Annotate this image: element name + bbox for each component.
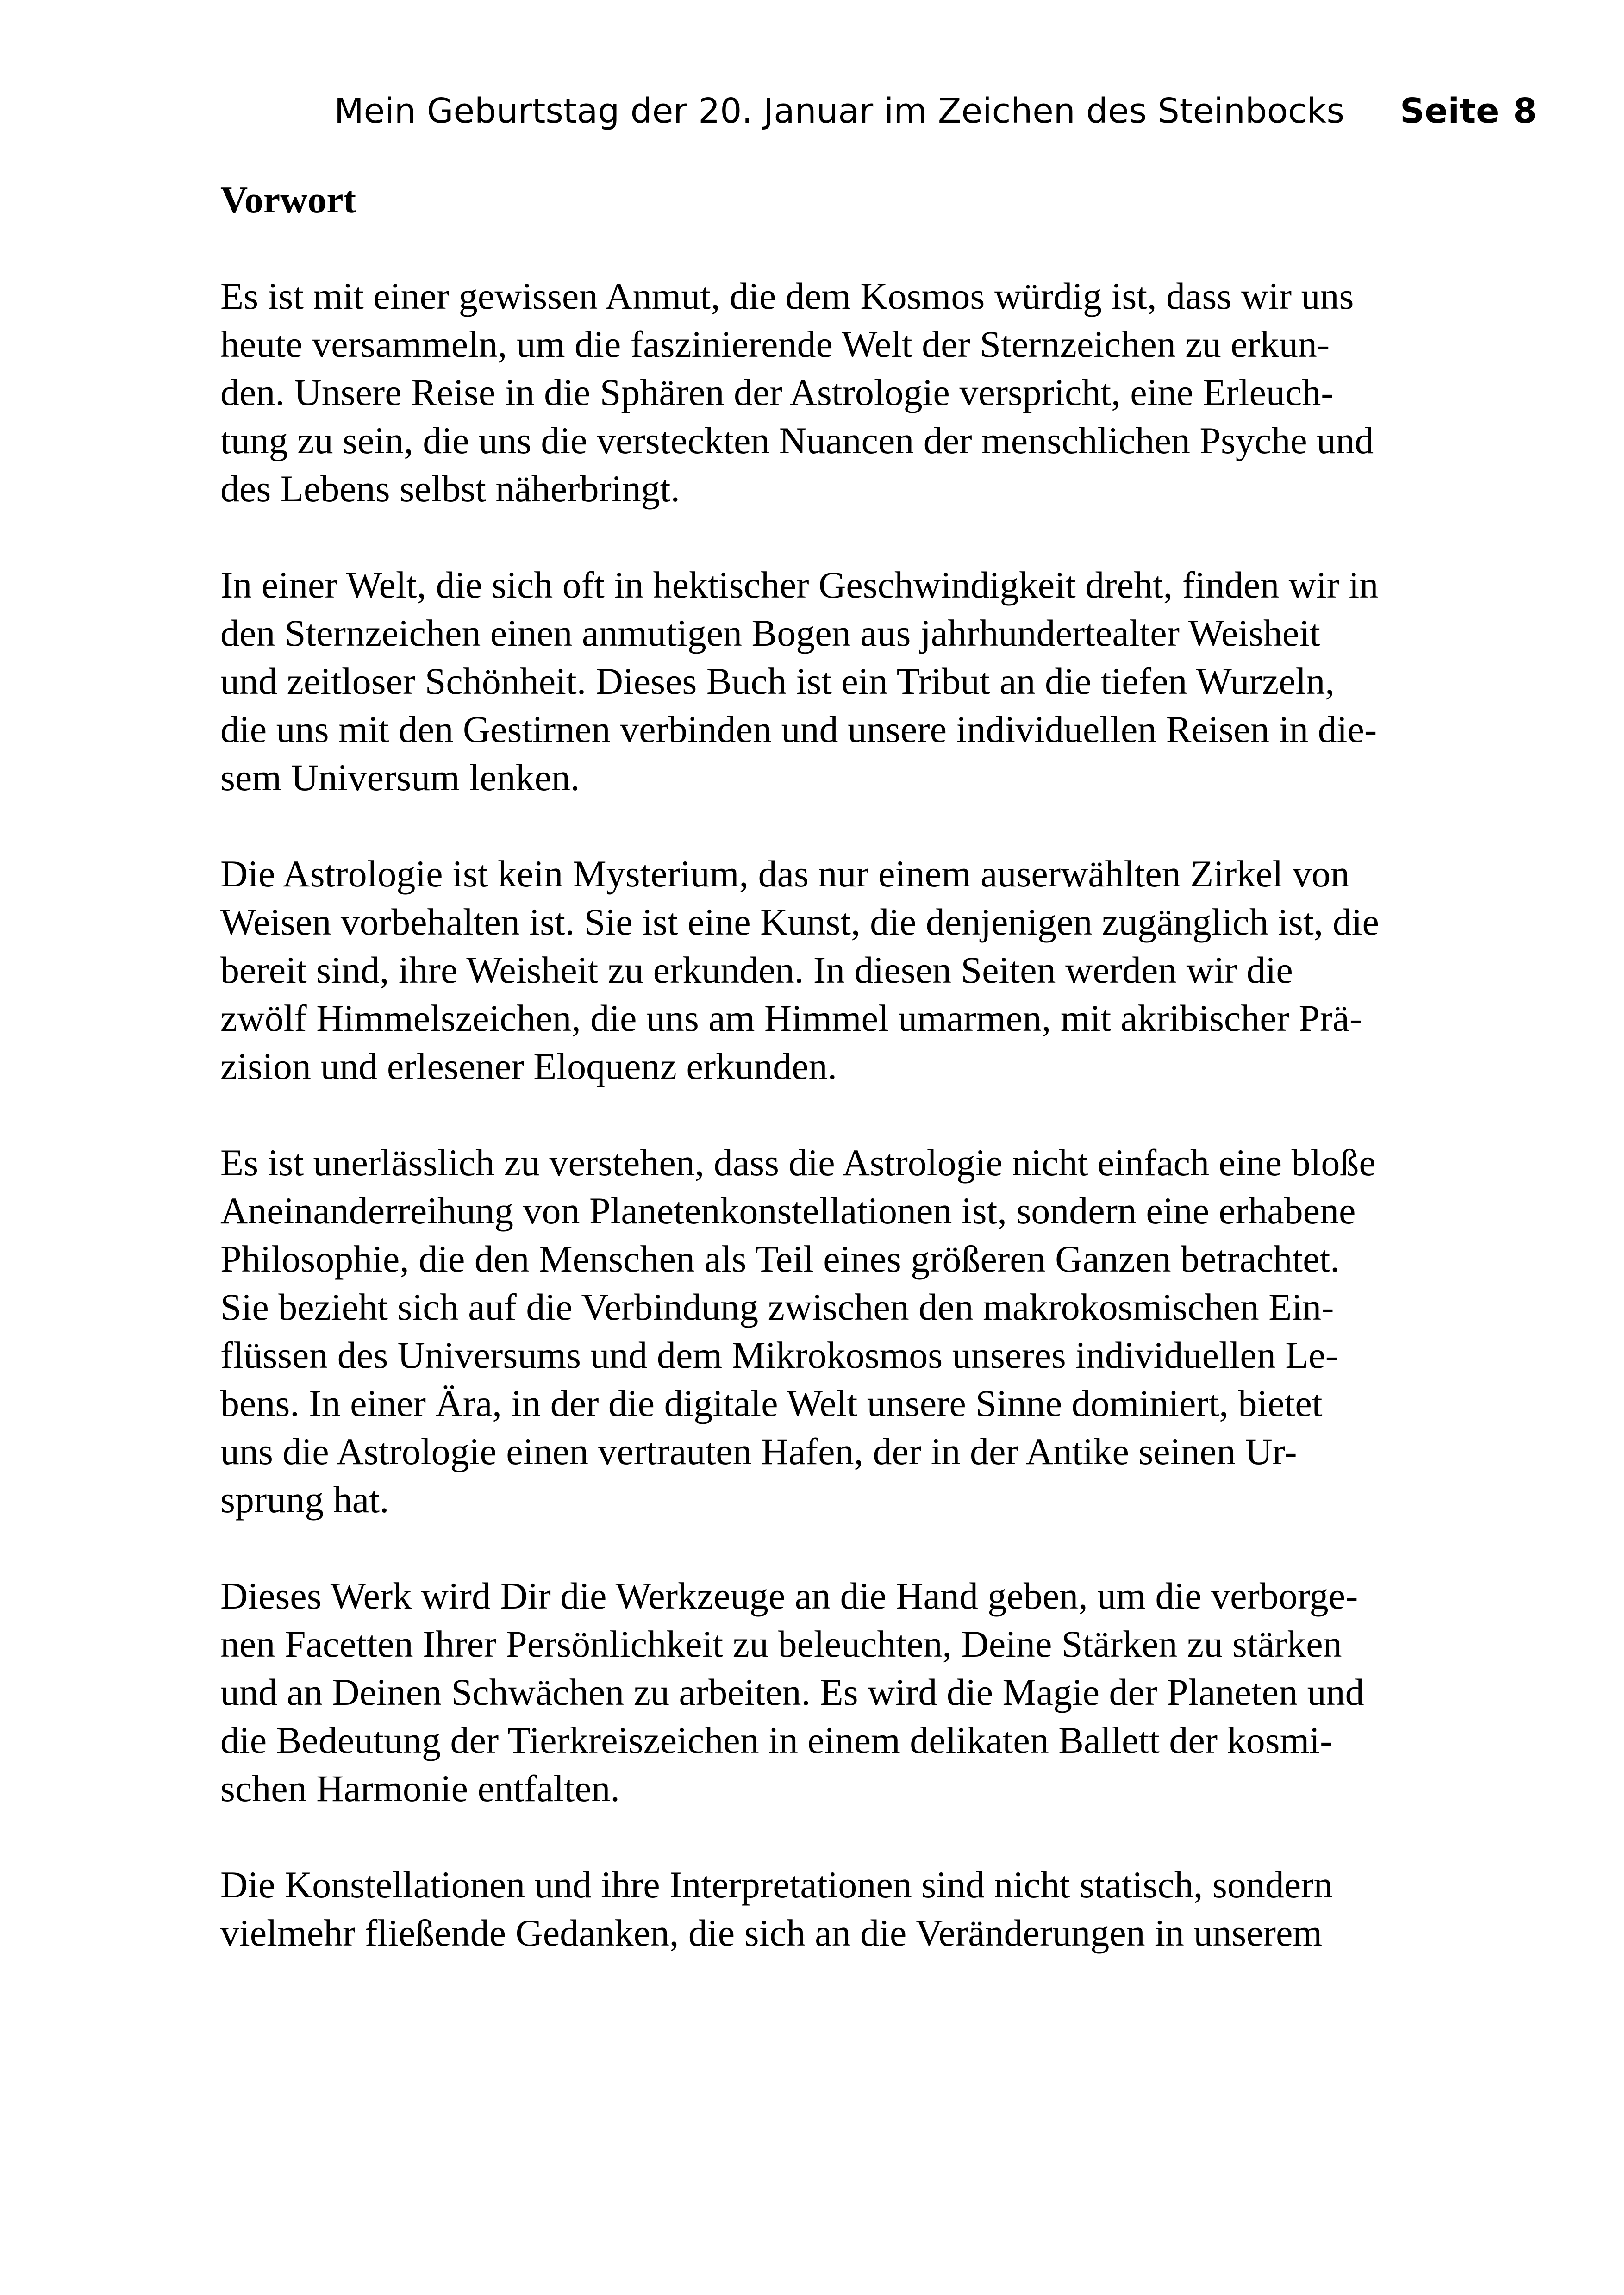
text-line: zwölf Himmelszeichen, die uns am Himmel umarmen, mit akribischer Prä-	[220, 997, 1362, 1039]
page-number: 8	[1513, 91, 1537, 131]
paragraph	[220, 272, 1544, 513]
text-line: sprung hat.	[220, 1478, 389, 1521]
page-content	[220, 176, 1544, 2005]
page-label: Seite	[1400, 91, 1499, 131]
text-line: sem Universum lenken.	[220, 756, 580, 798]
text-line: den Sternzeichen einen anmutigen Bogen aus jahrhundertealter Weisheit	[220, 612, 1320, 654]
text-line: des Lebens selbst näherbringt.	[220, 468, 680, 510]
text-line: flüssen des Universums und dem Mikrokosmos unseres individuellen Le-	[220, 1334, 1338, 1376]
text-line: heute versammeln, um die faszinierende Welt der Sternzeichen zu erkun-	[220, 323, 1330, 365]
text-line: und an Deinen Schwächen zu arbeiten. Es wird die Magie der Planeten und	[220, 1671, 1364, 1713]
paragraph	[220, 561, 1544, 802]
text-line: Dieses Werk wird Dir die Werkzeuge an die Hand geben, um die verborge-	[220, 1575, 1358, 1617]
text-line: uns die Astrologie einen vertrauten Hafen, der in der Antike seinen Ur-	[220, 1430, 1297, 1472]
text-line: zision und erlesener Eloquenz erkunden.	[220, 1045, 837, 1087]
running-header	[324, 83, 1537, 139]
text-line: Weisen vorbehalten ist. Sie ist eine Kunst, die denjenigen zugänglich ist, die	[220, 901, 1379, 943]
paragraph	[220, 1572, 1544, 1813]
paragraph	[220, 1861, 1544, 1957]
text-line: den. Unsere Reise in die Sphären der Astrologie verspricht, eine Erleuch-	[220, 371, 1334, 413]
text-line: vielmehr fließende Gedanken, die sich an die Veränderungen in unserem	[220, 1912, 1323, 1954]
text-line: tung zu sein, die uns die versteckten Nuancen der menschlichen Psyche und	[220, 419, 1374, 461]
text-line: bens. In einer Ära, in der die digitale Welt unsere Sinne dominiert, bietet	[220, 1382, 1323, 1424]
header-title: Mein Geburtstag der 20. Januar im Zeichen des Steinbocks	[334, 91, 1345, 131]
text-line: die Bedeutung der Tierkreiszeichen in einem delikaten Ballett der kosmi-	[220, 1719, 1333, 1761]
text-line: bereit sind, ihre Weisheit zu erkunden. In diesen Seiten werden wir die	[220, 949, 1293, 991]
text-line: Sie bezieht sich auf die Verbindung zwischen den makrokosmischen Ein-	[220, 1286, 1334, 1328]
text-line: Es ist mit einer gewissen Anmut, die dem Kosmos würdig ist, dass wir uns	[220, 275, 1354, 317]
text-line: die uns mit den Gestirnen verbinden und unsere individuellen Reisen in die-	[220, 708, 1377, 750]
text-line: Es ist unerlässlich zu verstehen, dass die Astrologie nicht einfach eine bloße	[220, 1141, 1376, 1184]
text-line: und zeitloser Schönheit. Dieses Buch ist ein Tribut an die tiefen Wurzeln,	[220, 660, 1335, 702]
text-line: Die Astrologie ist kein Mysterium, das nur einem auserwählten Zirkel von	[220, 853, 1349, 895]
paragraph	[220, 1139, 1544, 1524]
text-line: Aneinanderreihung von Planetenkonstellationen ist, sondern eine erhabene	[220, 1190, 1356, 1232]
text-line: In einer Welt, die sich oft in hektischer Geschwindigkeit dreht, finden wir in	[220, 564, 1379, 606]
text-line: Die Konstellationen und ihre Interpretationen sind nicht statisch, sondern	[220, 1864, 1333, 1906]
text-line: schen Harmonie entfalten.	[220, 1767, 620, 1809]
section-heading: Vorwort	[220, 179, 356, 221]
paragraph	[220, 850, 1544, 1091]
text-line: Philosophie, die den Menschen als Teil eines größeren Ganzen betrachtet.	[220, 1238, 1340, 1280]
text-line: nen Facetten Ihrer Persönlichkeit zu beleuchten, Deine Stärken zu stärken	[220, 1623, 1342, 1665]
page-indicator	[1400, 91, 1537, 131]
